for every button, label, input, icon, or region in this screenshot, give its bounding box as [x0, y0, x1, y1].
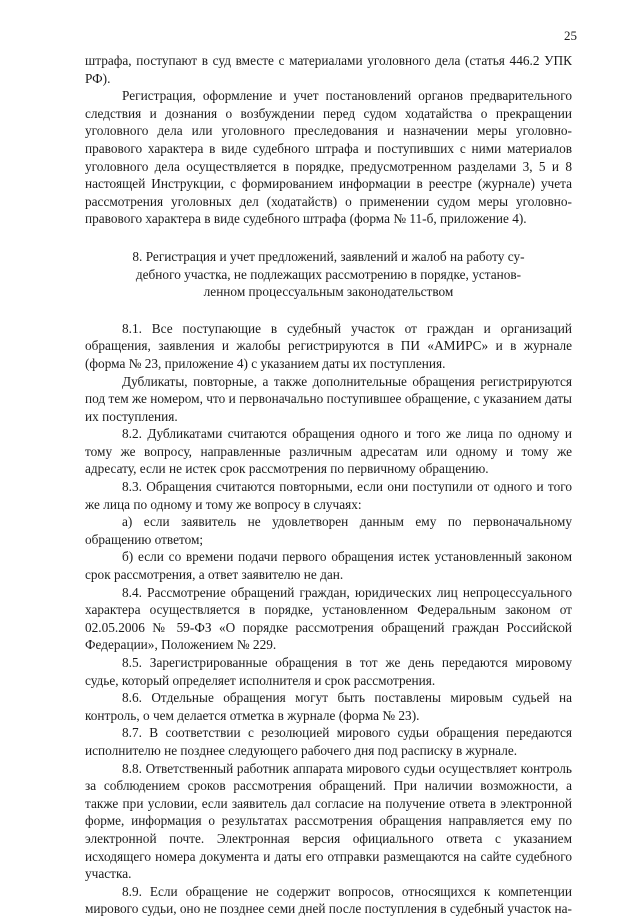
section-heading-line: 8. Регистрация и учет предложений, заявлений и жалоб на работу су- — [132, 248, 525, 264]
paragraph-8-4: 8.4. Рассмотрение обращений граждан, юридических лиц непроцессуального характера осуществляется в порядке, установленном Федеральным законом от 02.05.2006 № 59-ФЗ «О порядке рассмотрения обращений граждан Российской Федерации», Положением № 229. — [85, 584, 572, 653]
paragraph-8-9: 8.9. Если обращение не содержит вопросов, относящихся к компетенции мирового судьи, оно не позднее семи дней после поступления в судебный участок на- — [85, 883, 572, 917]
paragraph-8-6: 8.6. Отдельные обращения могут быть поставлены мировым судьей на контроль, о чем делается отметка в журнале (форма № 23). — [85, 690, 572, 723]
paragraph-8-3: 8.3. Обращения считаются повторными, если они поступили от одного и того же лица по одному и тому же вопросу в случаях: — [85, 479, 572, 512]
paragraph-registration: Регистрация, оформление и учет постановлений органов предварительного следствия и дознания о возбуждении перед судом ходатайства о прекращении уголовного дела или уголовного преследования и назначении меры уголовно-правового характера в виде судебного штрафа и поступивших с ними материалов уголовного дела осуществляется в порядке, предусмотренном разделами 3, 5 и 8 настоящей Инструкции, с формированием информации в реестре (журнале) учета рассмотрения уголовных дел (ходатайств) о применении судом меры уголовно-правового характера в виде судебного штрафа (форма № 11-б, приложение 4). — [85, 88, 572, 227]
paragraph-8-3-a: а) если заявитель не удовлетворен данным ему по первоначальному обращению ответом; — [85, 514, 572, 547]
document-body — [85, 52, 572, 918]
paragraph-8-3-b: б) если со времени подачи первого обращения истек установленный законом срок рассмотрения, а ответ заявителю не дан. — [85, 549, 572, 583]
page-number: 25 — [564, 28, 577, 43]
paragraph-continuation: штрафа, поступают в суд вместе с материалами уголовного дела (статья 446.2 УПК РФ). — [85, 53, 572, 86]
paragraph-8-2: 8.2. Дубликатами считаются обращения одного и того же лица по одному и тому же вопросу, направленные различным адресатам или одному и тому же адресату, если не истек срок рассмотрения по первичному обращению. — [85, 426, 572, 477]
paragraph-8-5: 8.5. Зарегистрированные обращения в тот же день передаются мировому судье, который определяет исполнителя и срок рассмотрения. — [85, 655, 572, 688]
paragraph-duplicates: Дубликаты, повторные, а также дополнительные обращения регистрируются под тем же номером, что и первоначально поступившее обращение, с указанием даты их поступления. — [85, 373, 572, 424]
section-heading-line: ленном процессуальным законодательством — [203, 284, 454, 300]
section-heading-line: дебного участка, не подлежащих рассмотрению в порядке, установ- — [135, 266, 522, 282]
paragraph-8-7: 8.7. В соответствии с резолюцией мирового судьи обращения передаются исполнителю не позднее следующего рабочего дня под расписку в журнале. — [85, 725, 572, 758]
section-heading — [85, 248, 572, 301]
paragraph-8-8: 8.8. Ответственный работник аппарата мирового судьи осуществляет контроль за соблюдением сроков рассмотрения обращений. При наличии возможности, а также при условии, если заявитель дал согласие на получение ответа в электронной форме, информация о результатах рассмотрения обращения направляется ему по электронной почте. Электронная версия официального ответа с указанием исходящего номера документа и даты его отправки размещаются на сайте судебного участка. — [85, 760, 572, 882]
paragraph-8-1: 8.1. Все поступающие в судебный участок от граждан и организаций обращения, заявления и жалобы регистрируются в ПИ «АМИРС» и в журнале (форма № 23, приложение 4) с указанием даты их поступления. — [85, 320, 572, 371]
